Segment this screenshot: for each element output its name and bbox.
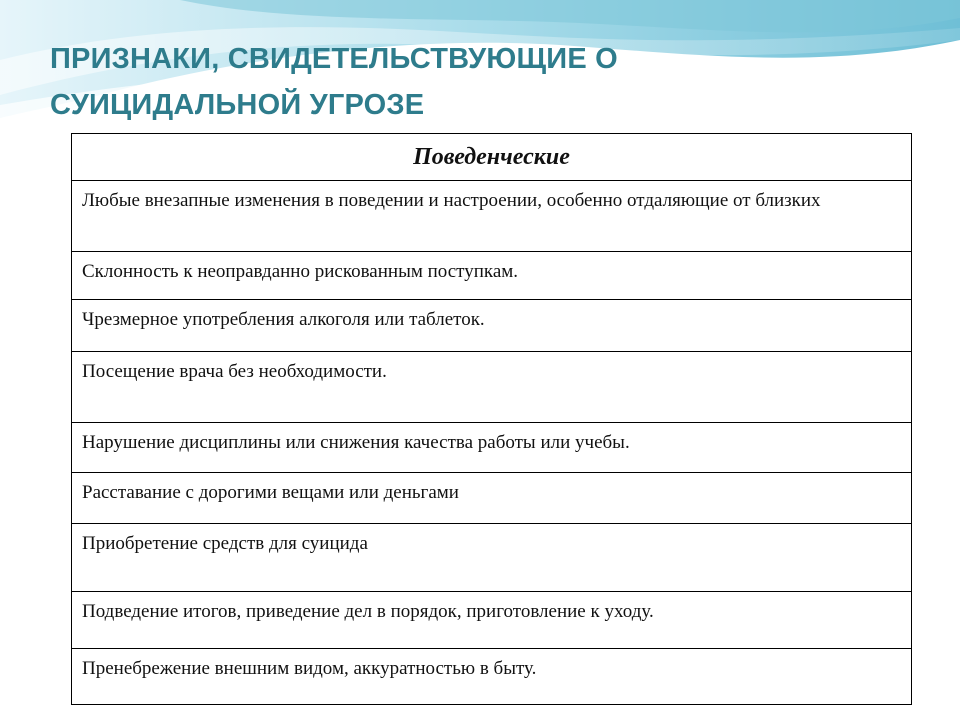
- table-cell: Приобретение средств для суицида: [72, 524, 912, 592]
- table-row: [72, 524, 912, 592]
- table-header-row: [72, 134, 912, 181]
- table-row: [72, 473, 912, 524]
- table-cell: Расставание с дорогими вещами или деньгами: [72, 473, 912, 524]
- table-row: [72, 592, 912, 649]
- table-row: [72, 649, 912, 705]
- slide-title-line-2: СУИЦИДАЛЬНОЙ УГРОЗЕ: [50, 89, 425, 121]
- slide-title: [50, 36, 910, 128]
- table-header-behavioral: Поведенческие: [72, 134, 912, 181]
- table-row: [72, 252, 912, 300]
- table-cell: Любые внезапные изменения в поведении и настроении, особенно отдаляющие от близких: [72, 181, 912, 252]
- table-cell: Склонность к неоправданно рискованным поступкам.: [72, 252, 912, 300]
- table-row: [72, 352, 912, 423]
- table-cell: Нарушение дисциплины или снижения качества работы или учебы.: [72, 423, 912, 473]
- table-cell: Подведение итогов, приведение дел в порядок, приготовление к уходу.: [72, 592, 912, 649]
- table-cell: Пренебрежение внешним видом, аккуратностью в быту.: [72, 649, 912, 705]
- behavioral-signs-table: [71, 133, 912, 705]
- table-row: [72, 423, 912, 473]
- table-row: [72, 181, 912, 252]
- slide-title-line-1: ПРИЗНАКИ, СВИДЕТЕЛЬСТВУЮЩИЕ О: [50, 43, 618, 75]
- table-cell: Чрезмерное употребления алкоголя или таблеток.: [72, 300, 912, 352]
- table-row: [72, 300, 912, 352]
- table-cell: Посещение врача без необходимости.: [72, 352, 912, 423]
